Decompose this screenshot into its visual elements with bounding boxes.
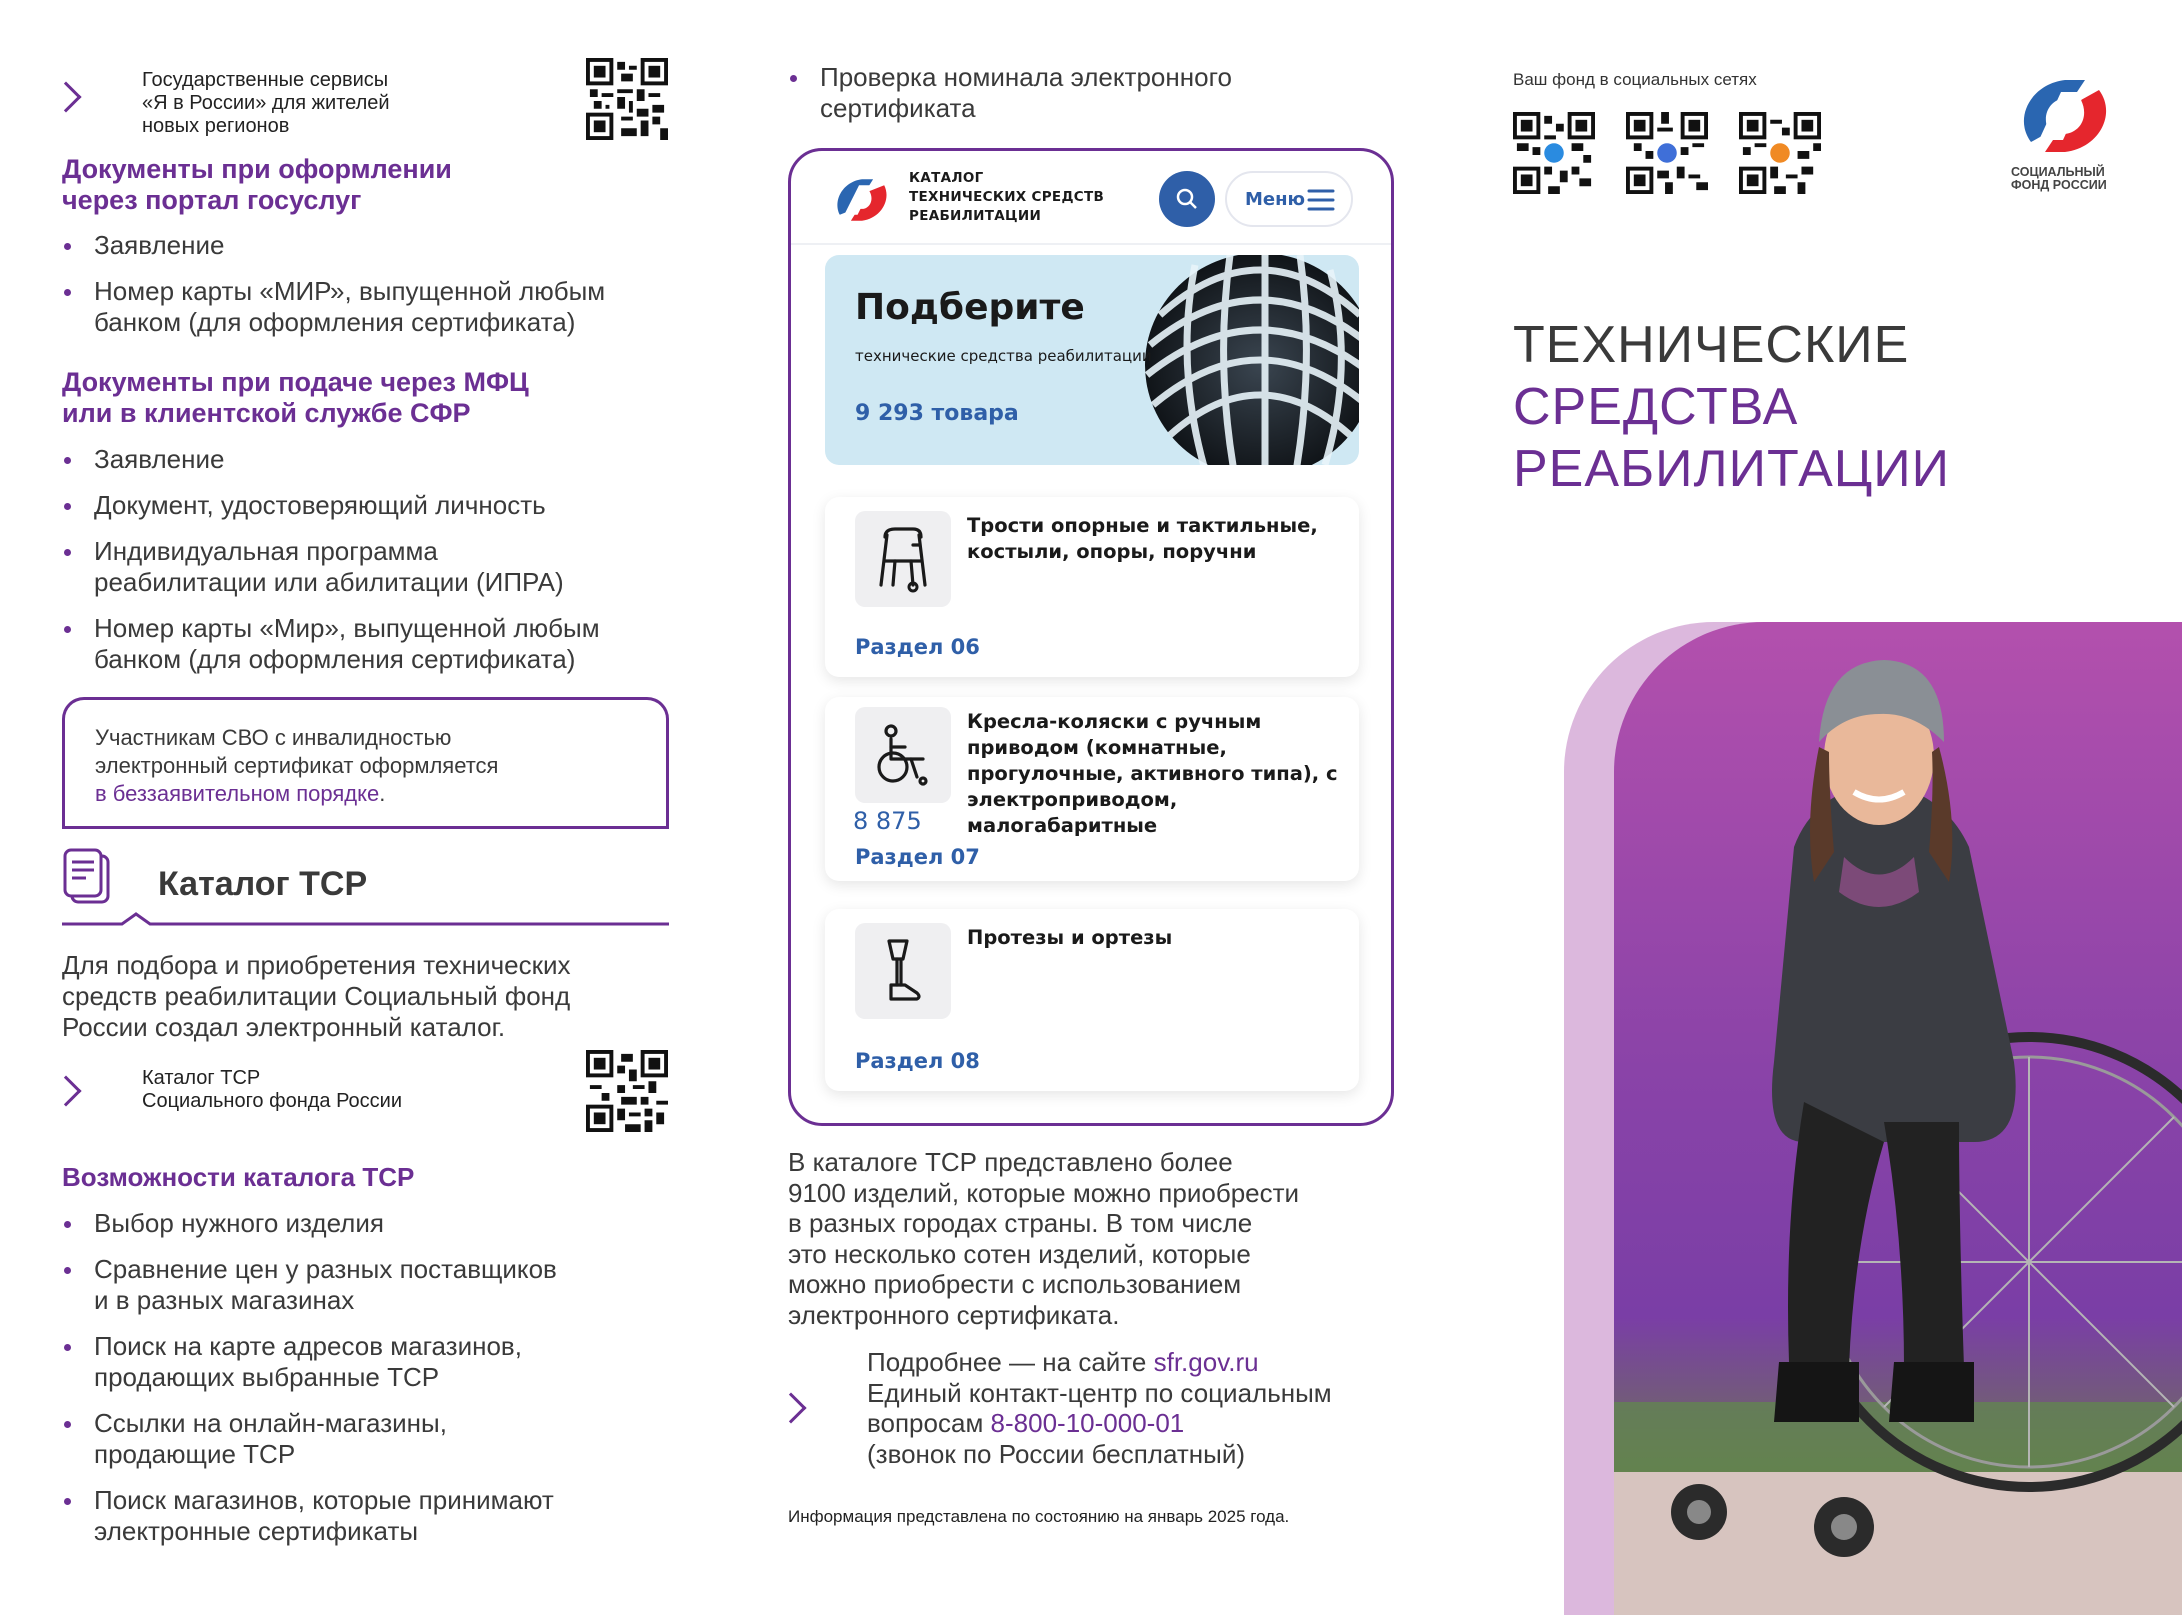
phone-link[interactable]: 8-800-10-000-01 (990, 1408, 1185, 1438)
list-item: Сравнение цен у разных поставщиков и в разных магазинах (62, 1254, 702, 1316)
category-card[interactable] (825, 697, 1359, 881)
document-icon (62, 848, 114, 906)
list-item: Заявление (62, 230, 702, 261)
site-link[interactable]: sfr.gov.ru (1153, 1347, 1259, 1377)
mfc-documents-heading: Документы при подаче через МФЦ или в клиентской службе СФР (62, 367, 529, 428)
svo-notice-box (62, 697, 669, 827)
list-item: Поиск на карте адресов магазинов, продающих выбранные ТСР (62, 1331, 702, 1393)
card-count: 8 875 (853, 807, 922, 835)
qr-code-icon[interactable] (1739, 112, 1821, 194)
middle-panel (760, 0, 1440, 1615)
banner-count: 9 293 товара (855, 401, 1019, 426)
card-title: Трости опорные и тактильные, костыли, опоры, поручни (967, 514, 1318, 563)
qr-code-icon[interactable] (1513, 112, 1595, 194)
phone-logo-text: КАТАЛОГ ТЕХНИЧЕСКИХ СРЕДСТВ РЕАБИЛИТАЦИИ (909, 170, 1105, 224)
divider (791, 243, 1394, 245)
left-panel (0, 0, 720, 1615)
contact-line: Единый контакт-центр по социальным (867, 1377, 1332, 1408)
wheelchair-icon (871, 721, 935, 789)
svo-end: . (379, 781, 386, 806)
divider (62, 912, 669, 928)
contact-block (867, 1347, 1332, 1469)
list-item: Документ, удостоверяющий личность (62, 490, 702, 521)
top-bullet-list (788, 62, 1428, 139)
list-item: Поиск магазинов, которые принимают электронные сертификаты (62, 1485, 702, 1547)
mfc-documents-list (62, 444, 702, 690)
menu-label: Меню (1245, 189, 1306, 210)
svo-notice-text (95, 724, 498, 808)
category-card[interactable] (825, 909, 1359, 1091)
list-item: Выбор нужного изделия (62, 1208, 702, 1239)
menu-button[interactable] (1225, 171, 1353, 227)
sfr-logo-icon (2011, 70, 2119, 162)
icon-box (855, 511, 951, 607)
sfr-logo-text: СОЦИАЛЬНЫЙ ФОНД РОССИИ (2011, 165, 2107, 192)
woman-wheelchair-illustration (1614, 622, 2182, 1615)
catalog-link[interactable]: Каталог ТСР Социального фонда России (142, 1067, 403, 1112)
icon-box (855, 707, 951, 803)
woman-wheelchair-photo (1614, 622, 2182, 1615)
catalog-title: Каталог ТСР (158, 865, 368, 903)
qr-code-icon (586, 1050, 668, 1132)
list-item: Проверка номинала электронного сертификата (788, 62, 1428, 124)
contact-prefix: Подробнее — на сайте (867, 1347, 1154, 1377)
footnote: Информация представлена по состоянию на январь 2025 года. (788, 1507, 1290, 1526)
search-icon (1175, 187, 1199, 211)
svo-text: Участникам СВО с инвалидностью электронный сертификат оформляется (95, 725, 499, 778)
gosuslugi-link[interactable]: Государственные сервисы «Я в России» для жителей новых регионов (142, 69, 390, 137)
portal-documents-list (62, 230, 702, 353)
catalog-description: Для подбора и приобретения технических средств реабилитации Социальный фонд России создал электронный каталог. (62, 950, 571, 1042)
prosthesis-icon (877, 937, 929, 1005)
divider (62, 826, 669, 829)
category-card[interactable] (825, 497, 1359, 677)
list-item: Заявление (62, 444, 702, 475)
banner-subtitle: технические средства реабилитации (855, 347, 1152, 365)
svo-highlight: в беззаявительном порядке (95, 781, 380, 806)
search-button[interactable] (1159, 171, 1215, 227)
icon-box (855, 923, 951, 1019)
contact-line-prefix: вопросам (867, 1408, 991, 1438)
chevron-right-icon[interactable] (50, 1075, 81, 1106)
qr-code-icon (586, 58, 668, 140)
chevron-right-icon[interactable] (775, 1392, 806, 1423)
portal-documents-heading: Документы при оформлении через портал госуслуг (62, 154, 452, 215)
hamburger-icon (1307, 188, 1335, 212)
card-section: Раздел 06 (855, 635, 980, 659)
list-item: Номер карты «Мир», выпущенной любым банком (для оформления сертификата) (62, 613, 702, 675)
phone-mockup (788, 148, 1394, 1126)
catalog-info-text: В каталоге ТСР представлено более 9100 изделий, которые можно приобрести в разных городах страны. В том числе это несколько сотен изделий, которые можно приобрести с использованием электронного сертификата. (788, 1147, 1300, 1330)
walker-icon (873, 525, 933, 593)
title-line-3: РЕАБИЛИТАЦИИ (1513, 440, 1950, 498)
features-heading: Возможности каталога ТСР (62, 1162, 415, 1192)
card-section: Раздел 08 (855, 1049, 980, 1073)
card-section: Раздел 07 (855, 845, 980, 869)
title-line-2: СРЕДСТВА (1513, 378, 1799, 436)
qr-code-icon[interactable] (1626, 112, 1708, 194)
card-title: Кресла-коляски с ручным приводом (комнатные, прогулочные, активного типа), с электроприводом, малогабаритные (967, 710, 1338, 837)
right-panel (1480, 0, 2182, 1615)
list-item: Индивидуальная программа реабилитации или абилитации (ИПРА) (62, 536, 702, 598)
sfr-logo-icon (825, 163, 899, 237)
catalog-banner[interactable] (825, 255, 1359, 465)
list-item: Ссылки на онлайн-магазины, продающие ТСР (62, 1408, 702, 1470)
card-title: Протезы и ортезы (967, 926, 1173, 949)
social-label: Ваш фонд в социальных сетях (1513, 70, 1757, 89)
banner-title: Подберите (855, 287, 1085, 328)
features-list (62, 1208, 702, 1562)
chevron-right-icon[interactable] (50, 81, 81, 112)
list-item: Номер карты «МИР», выпущенной любым банком (для оформления сертификата) (62, 276, 702, 338)
contact-line: (звонок по России бесплатный) (867, 1438, 1246, 1469)
title-line-1: ТЕХНИЧЕСКИЕ (1513, 316, 1910, 374)
